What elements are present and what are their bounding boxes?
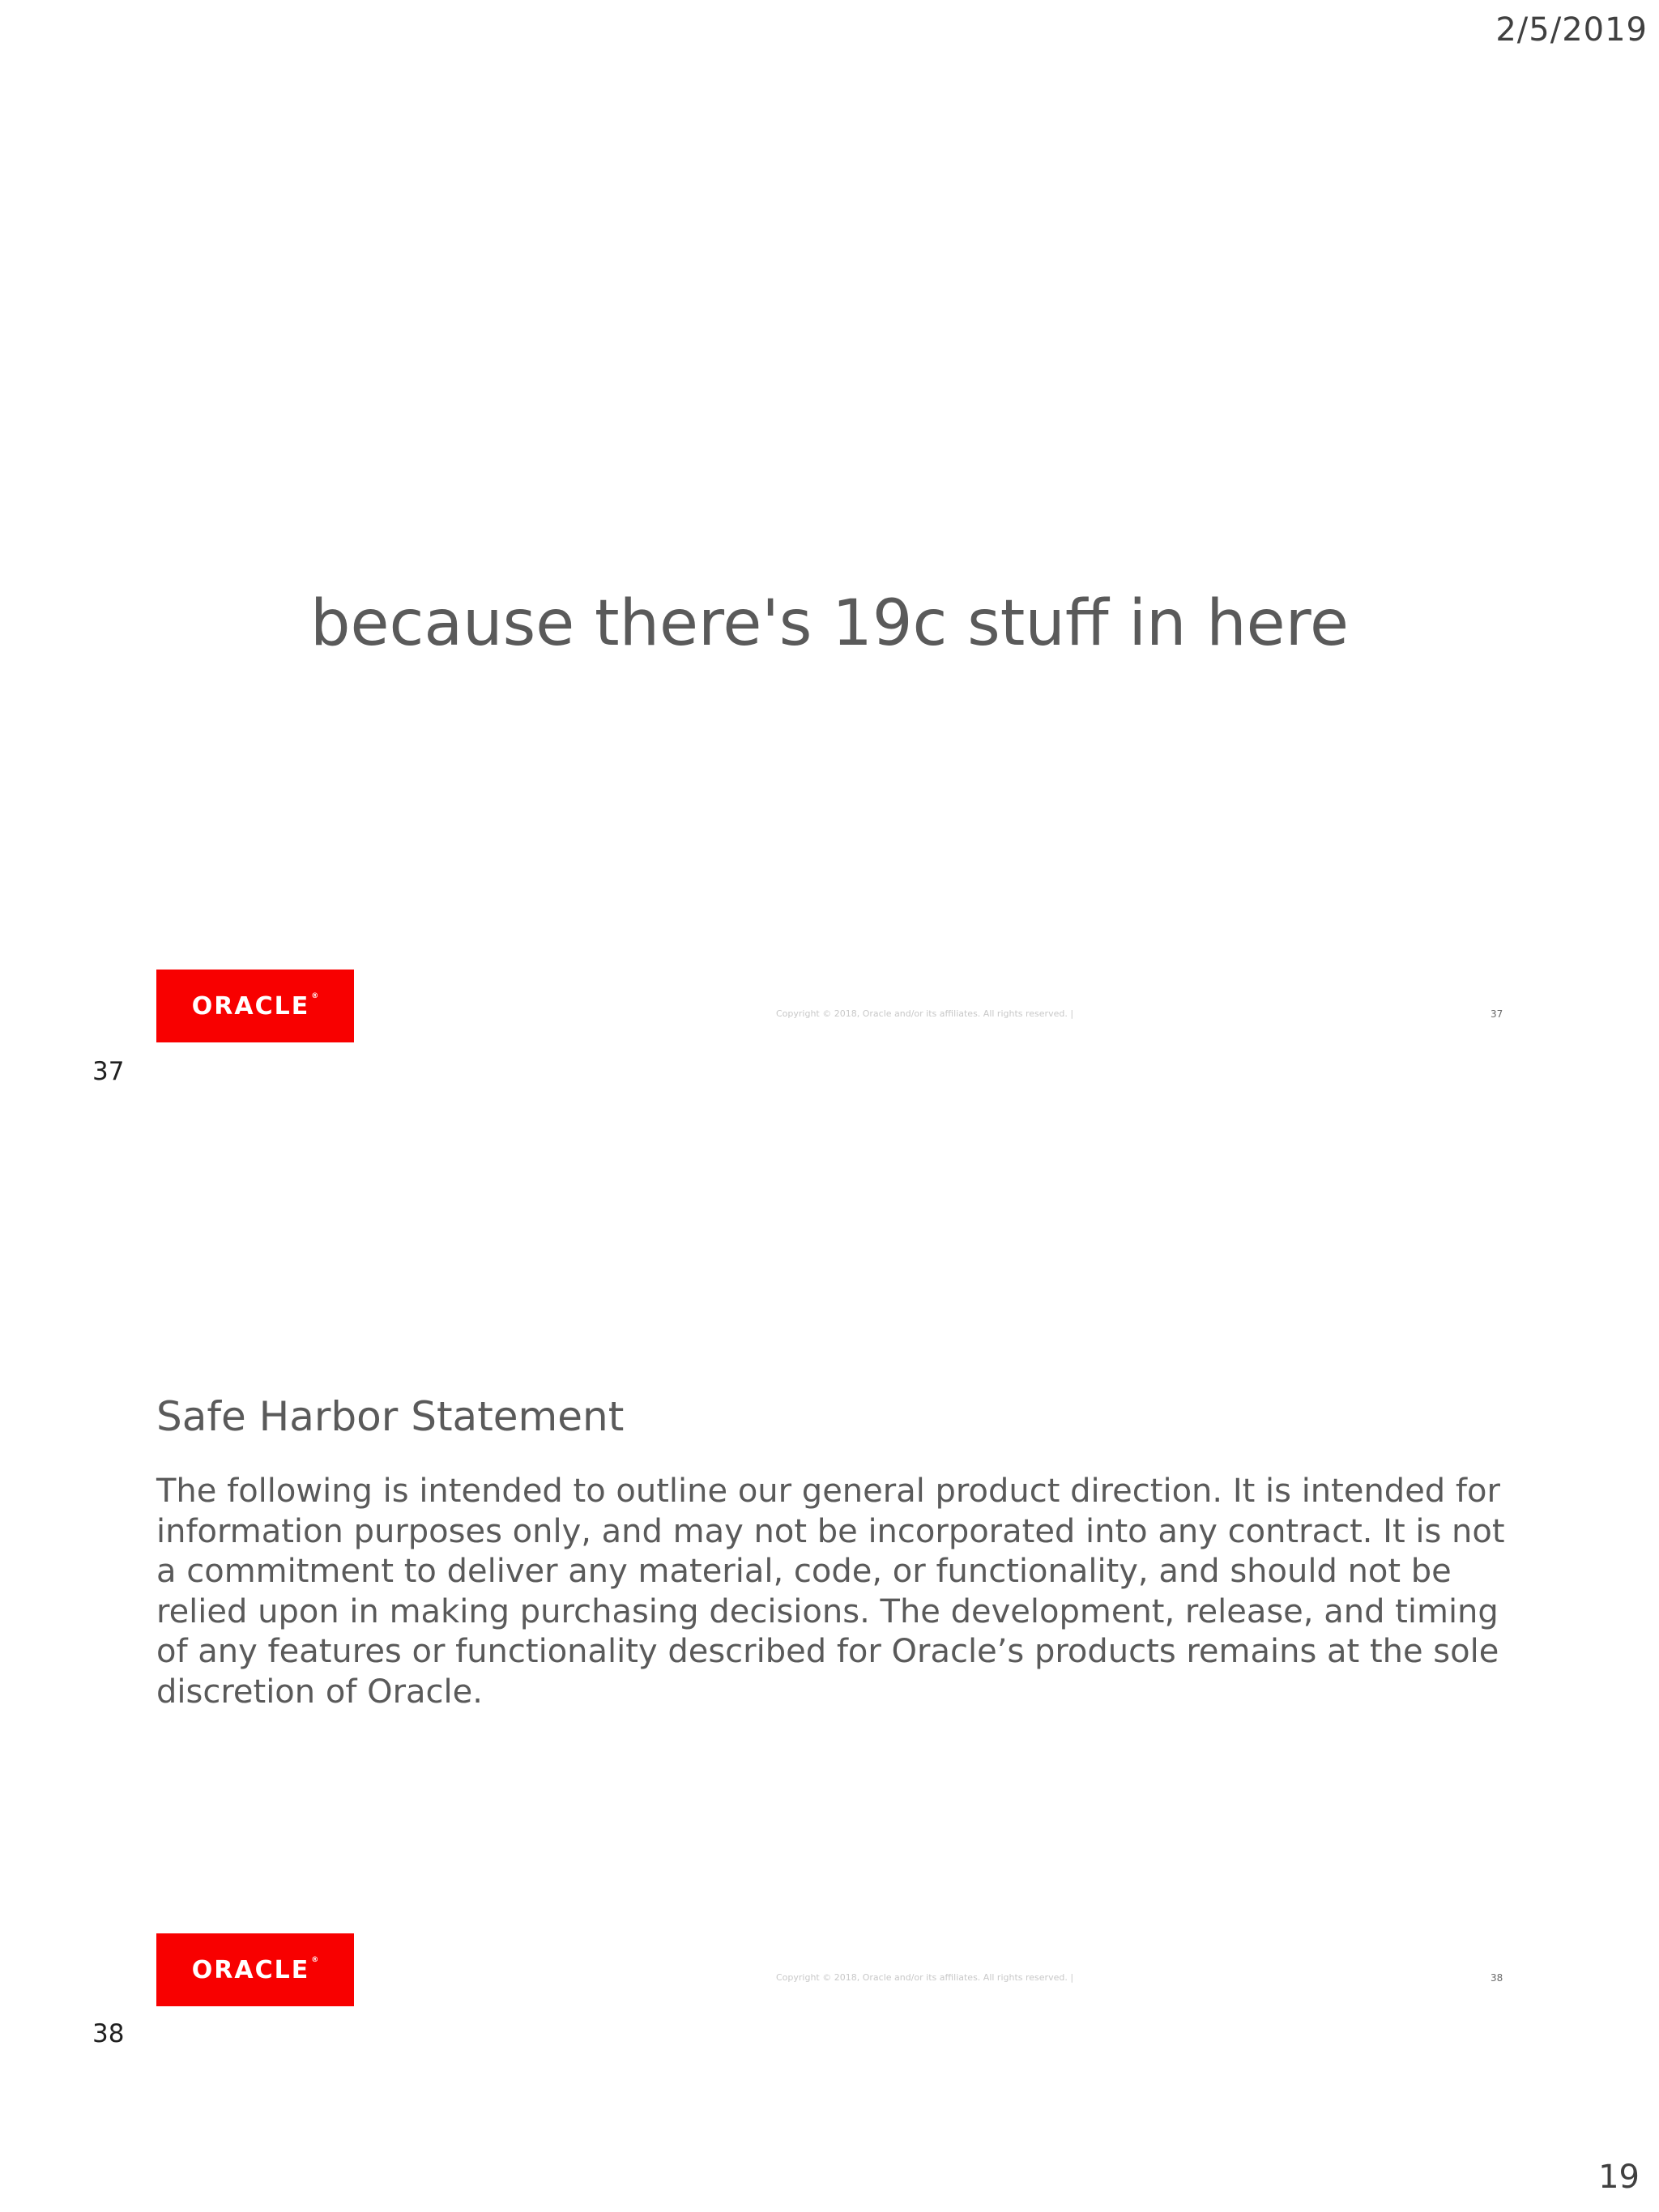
slide-body-text: The following is intended to outline our general product direction. It is intended for information purposes only, and may not be incorporated into any contract. It is not a commitment to deliver any material, code, or functionality, and should not be relied upon in making purchasing decisions. The development, release, and timing of any features or functionality described for Oracle’s products remains at the sole discretion of Oracle. (156, 1473, 1505, 1711)
slide-page-label: 37 (92, 1057, 125, 1086)
registered-mark: ® (311, 991, 319, 1000)
copyright-notice: Copyright © 2018, Oracle and/or its affiliates. All rights reserved. | (776, 1008, 1074, 1019)
slide-title: because there's 19c stuff in here (309, 587, 1350, 660)
slide-footer-number: 37 (1491, 1008, 1503, 1020)
slide-38 (0, 1077, 1659, 2154)
copyright-notice: Copyright © 2018, Oracle and/or its affiliates. All rights reserved. | (776, 1972, 1074, 1983)
slide-page-label: 38 (92, 2019, 125, 2048)
slide-37 (0, 0, 1659, 1086)
registered-mark: ® (311, 1955, 319, 1964)
slide-footer-number: 38 (1491, 1972, 1503, 1984)
oracle-logo-text: ORACLE (191, 1955, 310, 1984)
oracle-logo-text: ORACLE (191, 991, 310, 1021)
page-date: 2/5/2019 (1495, 11, 1648, 49)
oracle-logo (156, 970, 354, 1042)
oracle-logo (156, 1933, 354, 2006)
page-number: 19 (1598, 2159, 1640, 2196)
slide-title: Safe Harbor Statement (156, 1393, 625, 1440)
